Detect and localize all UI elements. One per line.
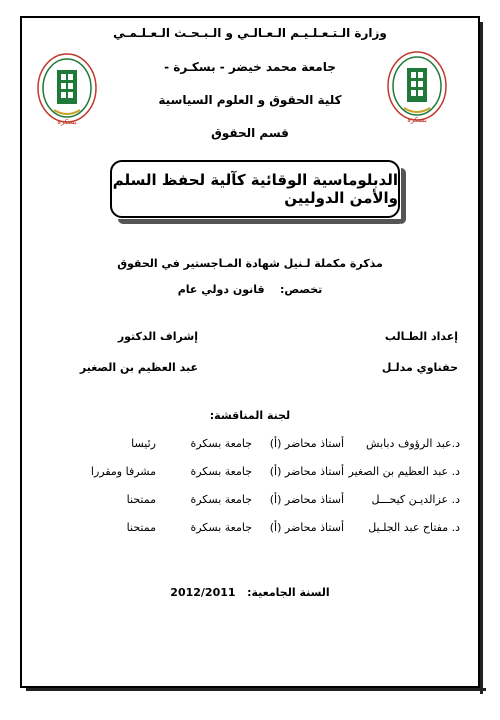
academic-year-value: 2012/2011: [170, 586, 236, 599]
member-name: د. مفتاح عبد الجلـيل: [368, 521, 460, 534]
faculty-name: كلية الحقوق و العلوم السياسية: [158, 93, 342, 107]
university-emblem-icon: [386, 50, 448, 126]
member-rank: أستاذ محاضر (أ): [269, 493, 344, 506]
member-university: جامعة بسكرة: [190, 521, 252, 534]
student-name: حفناوي مدلـل: [381, 361, 458, 374]
logo-left-caption: بسكرة: [57, 118, 77, 126]
member-rank: أستاذ محاضر (أ): [269, 437, 344, 450]
specialty-value: قانون دولي عام: [177, 283, 265, 296]
committee-heading: لجنة المناقشة:: [209, 409, 291, 422]
thesis-title: الدبلوماسية الوقائية كآلية لحفظ السلم والأمن الدوليين: [110, 160, 400, 218]
university-logo-right: [386, 50, 448, 126]
member-rank: أستاذ محاضر (أ): [269, 465, 344, 478]
member-role: ممتحنا: [126, 521, 156, 534]
supervisor-name: عبد العظيم بن الصغير: [79, 361, 198, 374]
academic-year-label: السنة الجامعية:: [247, 586, 330, 599]
member-name: د. عزالديـن كيحـــل: [371, 493, 460, 506]
member-university: جامعة بسكرة: [190, 437, 252, 450]
ministry-name: وزارة الـتـعـلـيـم الـعـالـي و الـبـحـث الـعـلـمـي: [113, 26, 387, 40]
member-role: مشرفا ومقررا: [90, 465, 156, 478]
member-rank: أستاذ محاضر (أ): [269, 521, 344, 534]
university-emblem-icon: [36, 52, 98, 128]
member-role: ممتحنا: [126, 493, 156, 506]
member-name: د.عبد الرؤوف دبابش: [366, 437, 460, 450]
university-name: جامعة محمد خيضر - بسكـرة -: [164, 60, 336, 74]
logo-right-caption: بسكرة: [407, 116, 427, 124]
supervisor-label: إشراف الدكتور: [117, 330, 198, 343]
member-name: د. عبد العظيم بن الصغير: [348, 465, 460, 478]
member-university: جامعة بسكرة: [190, 465, 252, 478]
specialty-line: [0, 283, 500, 296]
specialty-label: تخصص:: [279, 283, 323, 296]
student-label: إعداد الطـالب: [384, 330, 458, 343]
member-university: جامعة بسكرة: [190, 493, 252, 506]
department-name: قسم الحقوق: [211, 126, 289, 140]
member-role: رئيسا: [131, 437, 156, 450]
thesis-subtitle: مذكرة مكملة لـنيل شهادة المـاجستير في الحقوق: [117, 257, 383, 270]
university-logo-left: [36, 52, 98, 128]
academic-year: [0, 586, 500, 599]
